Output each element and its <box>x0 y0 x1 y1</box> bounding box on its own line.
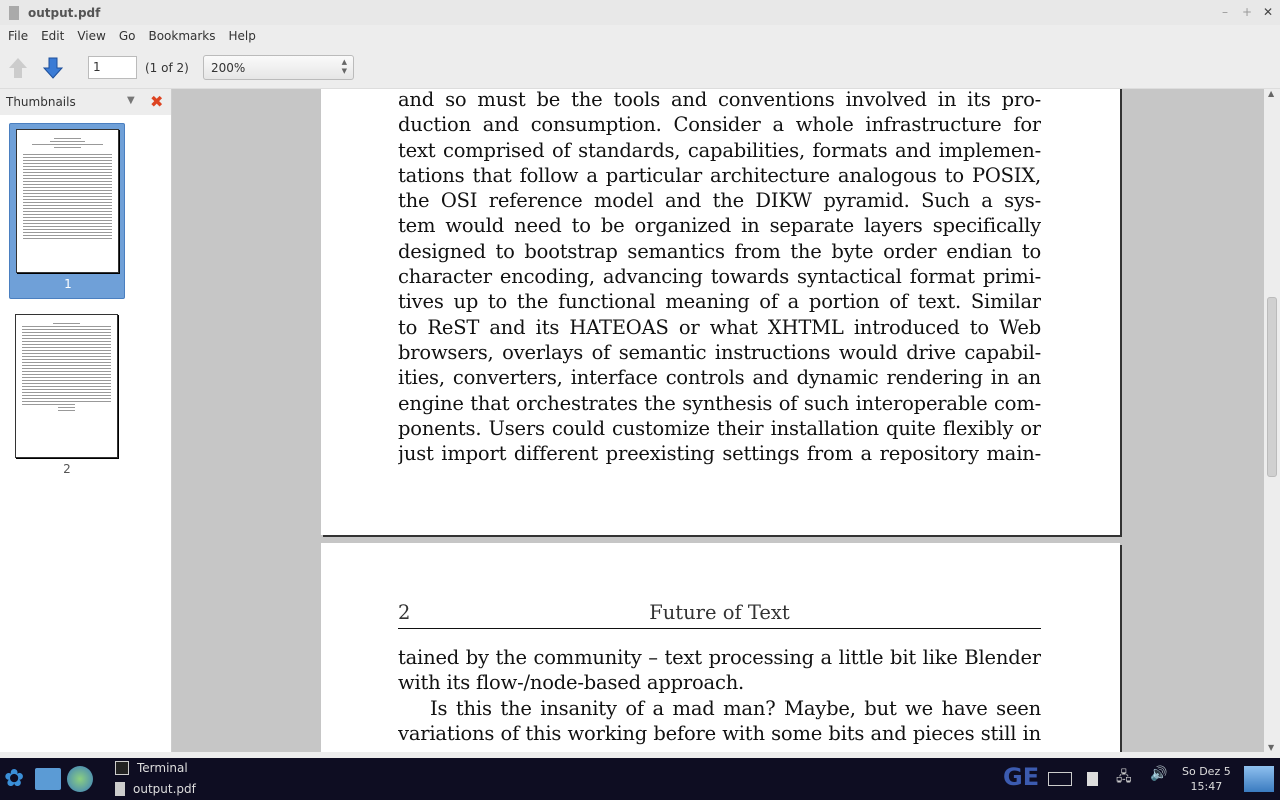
vertical-scrollbar[interactable] <box>1264 89 1280 752</box>
scroll-up-icon[interactable]: ▲ <box>1268 89 1275 98</box>
taskbar-output-pdf[interactable] <box>115 782 196 796</box>
document-icon <box>9 6 19 20</box>
taskbar <box>0 758 1280 800</box>
text-line: tem would need to be organized in separate layers specifically <box>398 214 1041 238</box>
minimize-button[interactable]: – <box>1222 5 1228 19</box>
show-desktop-icon[interactable] <box>1244 766 1274 792</box>
thumbnail-list <box>0 115 171 752</box>
text-line: duction and consumption. Consider a whole infrastructure for <box>398 113 1041 137</box>
document-view[interactable] <box>172 89 1264 752</box>
text-line: variations of this working before with some bits and pieces still in <box>398 721 1041 745</box>
browser-icon[interactable] <box>67 766 93 792</box>
window-title: output.pdf <box>28 5 101 20</box>
scroll-down-icon[interactable]: ▼ <box>1268 743 1275 752</box>
text-line: just import different preexisting settings from a repository main- <box>398 442 1041 466</box>
thumbnail-page-2[interactable] <box>9 309 125 479</box>
next-page-button[interactable] <box>43 57 63 79</box>
pdf-page-2 <box>321 543 1120 752</box>
clipboard-icon[interactable] <box>1087 772 1098 786</box>
keyboard-layout-indicator[interactable]: GE <box>1003 763 1040 791</box>
clock[interactable] <box>1182 764 1231 794</box>
taskbar-label: output.pdf <box>133 782 196 796</box>
start-menu-icon[interactable]: ✿ <box>4 764 25 792</box>
sidebar-dropdown-icon[interactable]: ▼ <box>127 95 135 106</box>
thumbnail-page-1[interactable] <box>9 123 125 299</box>
text-line: Is this the insanity of a mad man? Maybe, but we have seen <box>430 696 1041 720</box>
sidebar-title: Thumbnails <box>6 95 76 109</box>
running-header <box>398 601 1041 629</box>
text-line: and so must be the tools and conventions involved in its pro- <box>398 89 1041 111</box>
text-line: engine that orchestrates the synthesis of such interoperable com- <box>398 391 1041 415</box>
close-button[interactable]: ✕ <box>1263 5 1274 19</box>
terminal-icon <box>115 761 129 775</box>
toolbar <box>0 47 1280 89</box>
clock-date: So Dez 5 <box>1182 765 1231 778</box>
spin-arrows-icon[interactable]: ▲ ▼ <box>341 58 347 75</box>
taskbar-terminal[interactable] <box>115 761 188 775</box>
page-number: 2 <box>398 601 411 624</box>
volume-icon[interactable]: 🔊 <box>1150 766 1168 782</box>
page-body-text <box>398 89 1041 466</box>
text-line: to ReST and its HATEOAS or what XHTML introduced to Web <box>398 315 1041 339</box>
scrollbar-thumb[interactable] <box>1267 297 1277 477</box>
sidebar <box>0 89 172 752</box>
close-sidebar-icon[interactable]: ✖ <box>150 92 164 111</box>
text-line: tives up to the functional meaning of a portion of text. Similar <box>398 290 1041 314</box>
text-line: designed to bootstrap semantics from the byte order endian to <box>398 239 1041 263</box>
text-line: the OSI reference model and the DIKW pyramid. Such a sys- <box>398 189 1041 213</box>
text-line: character encoding, advancing towards syntactical format primi- <box>398 265 1041 289</box>
zoom-select[interactable] <box>203 55 354 80</box>
text-line: tations that follow a particular architecture analogous to POSIX, <box>398 163 1041 187</box>
thumbnail-label: 1 <box>64 277 72 291</box>
text-line: browsers, overlays of semantic instructions would drive capabil- <box>398 340 1041 364</box>
thumbnail-label: 2 <box>63 462 71 476</box>
text-line: with its flow-/node-based approach. <box>398 671 745 695</box>
title-bar <box>0 0 1280 25</box>
zoom-value: 200% <box>211 61 246 75</box>
network-icon[interactable]: 🖧 <box>1116 769 1132 785</box>
text-line: ities, converters, interface controls and dynamic rendering in an <box>398 366 1041 390</box>
page-body-text <box>398 645 1041 746</box>
file-manager-icon[interactable] <box>35 768 61 790</box>
thumbnail-image <box>15 314 118 458</box>
menu-file[interactable]: File <box>8 29 29 43</box>
page-count: (1 of 2) <box>145 61 189 75</box>
text-line: ponents. Users could customize their installation quite flexibly or <box>398 416 1041 440</box>
menu-bar <box>0 25 1280 47</box>
text-line: tained by the community – text processing a little bit like Blender <box>398 646 1041 669</box>
page-number-input[interactable]: 1 <box>88 56 137 79</box>
pdf-page-1 <box>321 89 1120 535</box>
battery-icon[interactable] <box>1048 772 1072 786</box>
thumbnail-image <box>16 129 119 273</box>
document-icon <box>115 782 125 796</box>
menu-edit[interactable]: Edit <box>41 29 65 43</box>
menu-view[interactable]: View <box>77 29 106 43</box>
menu-go[interactable]: Go <box>118 29 136 43</box>
menu-help[interactable]: Help <box>228 29 256 43</box>
text-line: text comprised of standards, capabilities, formats and implemen- <box>398 138 1041 162</box>
taskbar-label: Terminal <box>137 761 188 775</box>
running-title: Future of Text <box>649 601 790 624</box>
previous-page-button[interactable] <box>8 57 28 79</box>
menu-bookmarks[interactable]: Bookmarks <box>148 29 216 43</box>
maximize-button[interactable]: + <box>1242 5 1253 19</box>
clock-time: 15:47 <box>1190 780 1223 793</box>
